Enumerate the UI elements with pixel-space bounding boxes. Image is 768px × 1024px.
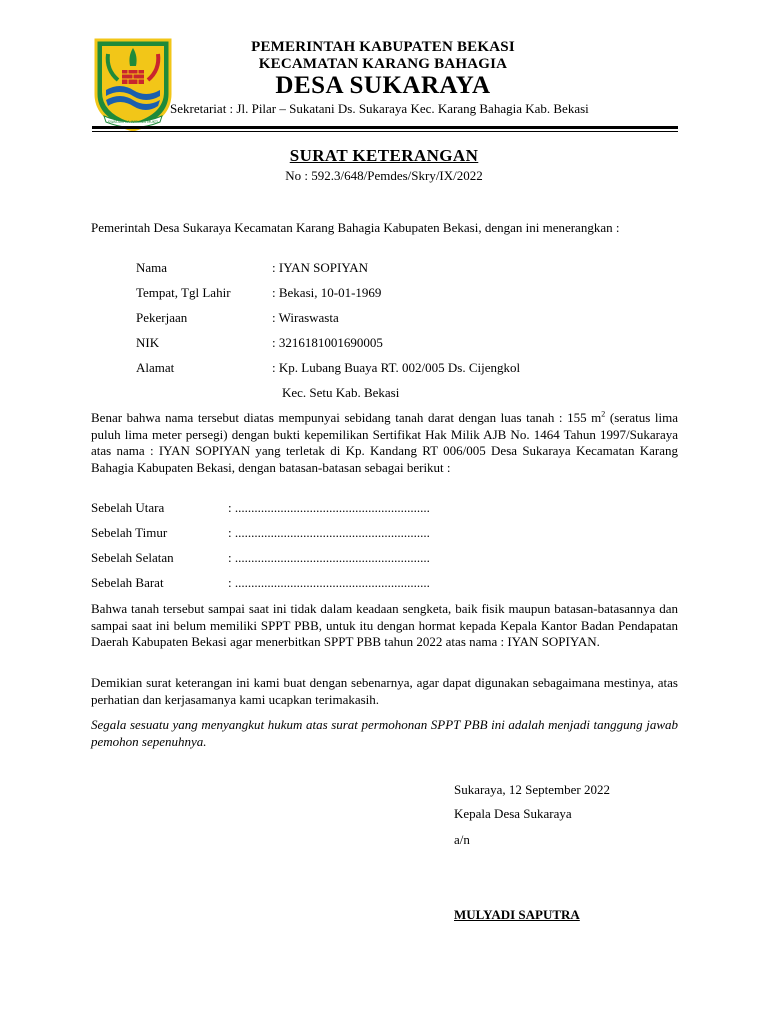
letterhead-divider-thick [92,126,678,129]
bekasi-regency-emblem-logo [92,36,174,132]
land-unit-superscript: 2 [601,409,606,419]
letterhead-address: Sekretariat : Jl. Pilar – Sukatani Ds. Sukaraya Kec. Karang Bahagia Kab. Bekasi [170,101,589,116]
identity-label-occupation: Pekerjaan [136,310,188,325]
land-text-after: (seratus lima puluh lima meter persegi) dengan bukti kepemilikan Sertifikat Hak Milik AJB No. 1464 Tahun 1997/Sukaraya atas nama : IYAN SOPIYAN yang terletak di Kp. Kandang RT 006/005 Desa Sukaraya Kecamatan Karang Bahagia Kabupaten Bekasi, dengan batasan-batasan sebagai berikut : [91,410,678,475]
identity-value-occupation: : Wiraswasta [272,310,339,325]
boundary-label-west: Sebelah Barat [91,575,164,590]
boundary-value-north: : ............................................................ [228,500,430,515]
letterhead-district: KECAMATAN KARANG BAHAGIA [258,56,508,72]
land-text-before: Benar bahwa nama tersebut diatas mempunyai sebidang tanah darat dengan luas tanah : 155 m [91,410,602,425]
signature-on-behalf: a/n [454,832,470,847]
letterhead-government: PEMERINTAH KABUPATEN BEKASI [251,39,515,55]
letterhead-village: DESA SUKARAYA [275,72,491,99]
signature-position: Kepala Desa Sukaraya [454,806,572,821]
boundary-label-east: Sebelah Timur [91,525,168,540]
identity-value-address-cont: Kec. Setu Kab. Bekasi [282,385,400,400]
letter-number: No : 592.3/648/Pemdes/Skry/IX/2022 [285,168,483,183]
identity-value-nik: : 3216181001690005 [272,335,383,350]
identity-value-name: : IYAN SOPIYAN [272,260,369,275]
logo-motto: SWATANTRA WIBAWA MUKTI [107,120,159,124]
identity-label-name: Nama [136,260,168,275]
boundary-value-south: : ............................................................ [228,550,430,565]
intro-paragraph: Pemerintah Desa Sukaraya Kecamatan Karang Bahagia Kabupaten Bekasi, dengan ini menerangkan : [91,220,620,235]
boundary-label-south: Sebelah Selatan [91,550,174,565]
dispute-paragraph: Bahwa tanah tersebut sampai saat ini tidak dalam keadaan sengketa, baik fisik maupun batasan-batasannya dan sampai saat ini belum memiliki SPPT PBB, untuk itu dengan hormat kepada Kepala Kantor Badan Pendapatan Daerah Kabupaten Bekasi agar menerbitkan SPPT PBB tahun 2022 atas nama : IYAN SOPIYAN. [91,601,678,649]
liability-paragraph: Segala sesuatu yang menyangkut hukum atas surat permohonan SPPT PBB ini adalah menjadi tanggung jawab pemohon sepenuhnya. [91,717,678,749]
identity-value-birth: : Bekasi, 10-01-1969 [272,285,382,300]
boundary-value-east: : ............................................................ [228,525,430,540]
identity-label-nik: NIK [136,335,160,350]
signature-name: MULYADI SAPUTRA [454,907,580,922]
boundary-value-west: : ............................................................ [228,575,430,590]
identity-value-address: : Kp. Lubang Buaya RT. 002/005 Ds. Cijengkol [272,360,521,375]
boundary-label-north: Sebelah Utara [91,500,165,515]
letter-title: SURAT KETERANGAN [289,146,479,165]
land-paragraph [91,410,678,476]
letterhead-divider-thin [92,131,678,132]
closing-paragraph: Demikian surat keterangan ini kami buat dengan sebenarnya, agar dapat digunakan sebagaimana mestinya, atas perhatian dan kerjasamanya kami ucapkan terimakasih. [91,675,678,707]
identity-label-address: Alamat [136,360,175,375]
identity-label-birth: Tempat, Tgl Lahir [136,285,231,300]
signature-place-date: Sukaraya, 12 September 2022 [454,782,610,797]
